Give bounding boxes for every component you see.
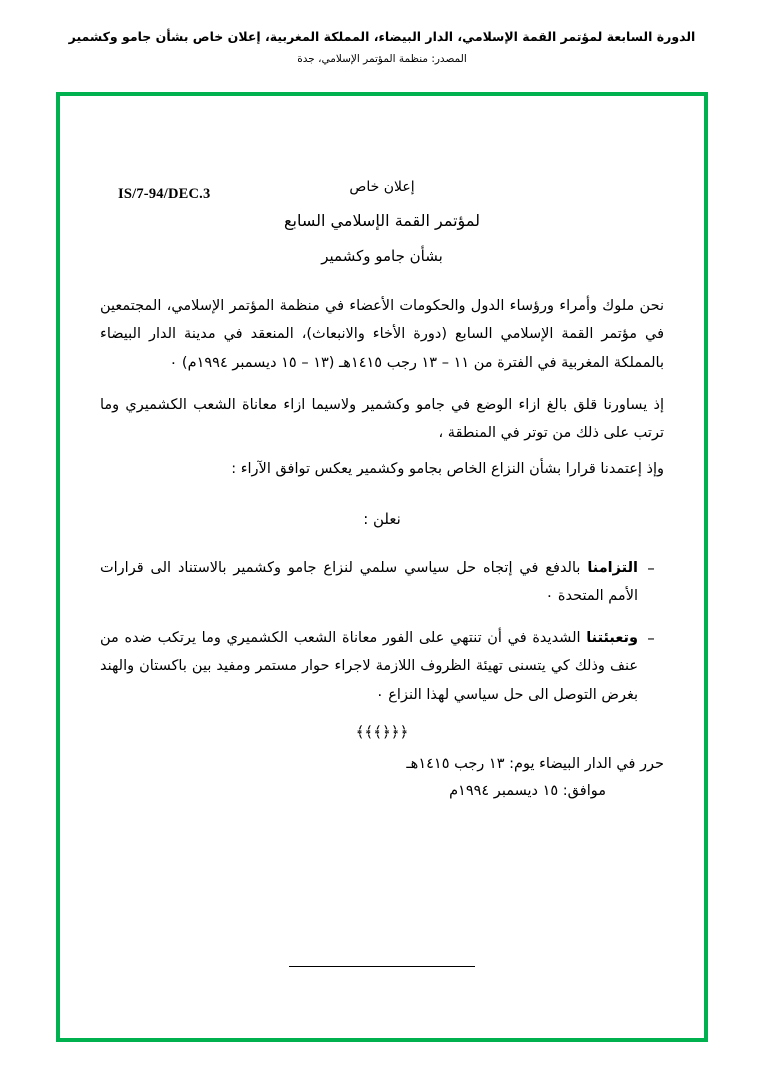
list-item-text [100, 554, 638, 611]
paragraph-preamble: نحن ملوك وأمراء ورؤساء الدول والحكومات الأعضاء في منظمة المؤتمر الإسلامي، المجتمعين في مؤتمر القمة الإسلامي السابع (دورة الأخاء والانبعاث)، المنعقد في مدينة الدار البيضاء بالمملكة المغربية في الفترة من ١١ – ١٣ رجب ١٤١٥هـ (١٣ – ١٥ ديسمبر ١٩٩٤م) ٠ [100, 298, 664, 371]
bottom-rule [60, 954, 704, 972]
paragraph-resolution: وإذ إعتمدنا قرارا بشأن النزاع الخاص بجامو وكشمير يعكس توافق الآراء : [231, 461, 664, 478]
list-item [100, 624, 664, 709]
title-line-2: لمؤتمر القمة الإسلامي السابع [284, 211, 480, 231]
list-item-body: الشديدة في أن تنتهي على الفور معاناة الشعب الكشميري وما يرتكب ضده من عنف وذلك كي يتسنى تهيئة الظروف اللازمة لاجراء حوار مستمر ومفيد بين باكستان والهند بغرض التوصل الى حل سياسي لهذا النزاع ٠ [100, 630, 638, 703]
paragraph-concern: إذ يساورنا قلق بالغ ازاء الوضع في جامو وكشمير ولاسيما ازاء معاناة الشعب الكشميري وما ترتب على ذلك من توتر في المنطقة ، [100, 396, 664, 442]
list-item-lead: التزامنا [587, 559, 638, 576]
frame-content [60, 96, 704, 1038]
title-line-1: إعلان خاص [349, 179, 415, 195]
document-header [0, 28, 764, 66]
closing-block [100, 751, 664, 806]
declaration-items [100, 554, 664, 709]
list-item-text [100, 624, 638, 709]
rule-line [289, 966, 475, 967]
green-border-frame [56, 92, 708, 1042]
dash-marker: – [647, 629, 655, 648]
list-item-body: بالدفع في إتجاه حل سياسي سلمي لنزاع جامو وكشمير بالاستناد الى قرارات الأمم المتحدة ٠ [100, 559, 638, 604]
closing-line-1: حرر في الدار البيضاء يوم: ١٣ رجب ١٤١٥هـ [406, 755, 664, 772]
closing-line-2: موافق: ١٥ ديسمبر ١٩٩٤م [449, 783, 606, 800]
title-line-3: بشأن جامو وكشمير [321, 246, 443, 265]
dash-marker: – [647, 558, 655, 577]
declare-word: نعلن : [363, 509, 401, 528]
list-item [100, 554, 664, 611]
list-item-lead: وتعبئتنا [586, 630, 638, 647]
header-source-line: المصدر: منظمة المؤتمر الإسلامي، جدة [297, 52, 467, 65]
header-title-line: الدورة السابعة لمؤتمر القمة الإسلامي، الدار البيضاء، المملكة المغربية، إعلان خاص بشأن جامو وكشمير [68, 29, 696, 44]
document-body [100, 292, 664, 806]
decision-code: IS/7-94/DEC.3 [118, 186, 211, 202]
ornament-divider: ﴿﴿﴿﴾﴾﴾ [355, 722, 409, 741]
document-title-block [60, 176, 704, 270]
